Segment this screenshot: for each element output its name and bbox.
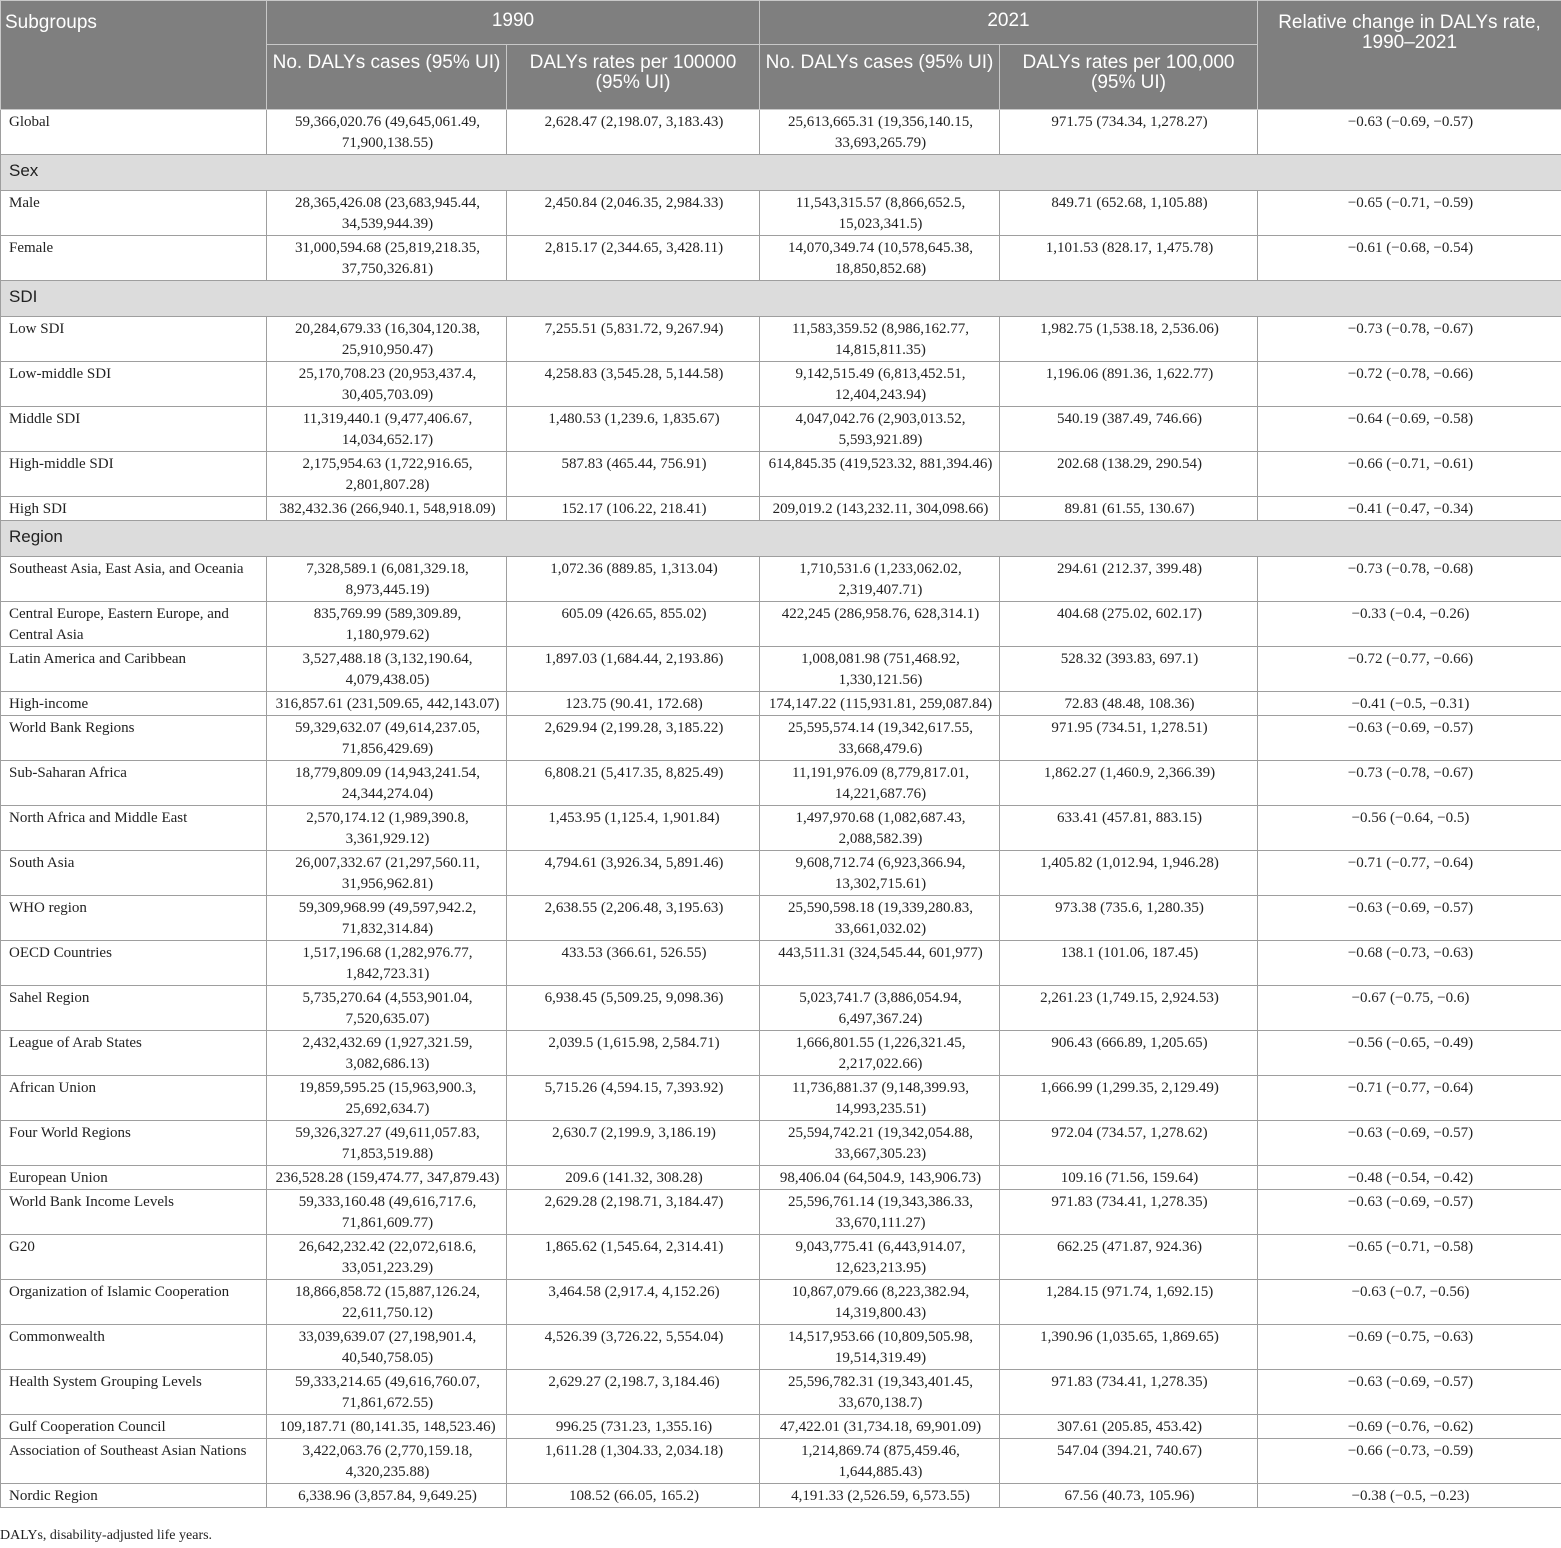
- cell-cases-2021: 174,147.22 (115,931.81, 259,087.84): [760, 692, 1000, 716]
- cell-rates-2021: 294.61 (212.37, 399.48): [1000, 557, 1258, 602]
- cell-relative-change: −0.63 (−0.69, −0.57): [1258, 896, 1561, 941]
- cell-cases-2021: 14,070,349.74 (10,578,645.38, 18,850,852.68): [760, 236, 1000, 281]
- row-subgroup: Nordic Region: [1, 1484, 267, 1508]
- cell-relative-change: −0.72 (−0.77, −0.66): [1258, 647, 1561, 692]
- header-year-1990: 1990: [267, 1, 760, 45]
- cell-relative-change: −0.73 (−0.78, −0.67): [1258, 317, 1561, 362]
- cell-rates-1990: 587.83 (465.44, 756.91): [507, 452, 760, 497]
- cell-rates-2021: 662.25 (471.87, 924.36): [1000, 1235, 1258, 1280]
- header-rates-2021: DALYs rates per 100,000 (95% UI): [1000, 45, 1258, 110]
- cell-relative-change: −0.73 (−0.78, −0.67): [1258, 761, 1561, 806]
- cell-rates-1990: 433.53 (366.61, 526.55): [507, 941, 760, 986]
- row-subgroup: OECD Countries: [1, 941, 267, 986]
- table-row: [1, 557, 1561, 602]
- table-row: [1, 497, 1561, 521]
- cell-cases-2021: 47,422.01 (31,734.18, 69,901.09): [760, 1415, 1000, 1439]
- cell-rates-1990: 2,638.55 (2,206.48, 3,195.63): [507, 896, 760, 941]
- row-subgroup: Low SDI: [1, 317, 267, 362]
- row-subgroup: European Union: [1, 1166, 267, 1190]
- cell-rates-2021: 1,284.15 (971.74, 1,692.15): [1000, 1280, 1258, 1325]
- cell-relative-change: −0.41 (−0.5, −0.31): [1258, 692, 1561, 716]
- cell-cases-1990: 2,570,174.12 (1,989,390.8, 3,361,929.12): [267, 806, 507, 851]
- cell-rates-2021: 971.75 (734.34, 1,278.27): [1000, 110, 1258, 155]
- cell-cases-1990: 59,309,968.99 (49,597,942.2, 71,832,314.84): [267, 896, 507, 941]
- cell-cases-1990: 316,857.61 (231,509.65, 442,143.07): [267, 692, 507, 716]
- table-row: [1, 452, 1561, 497]
- row-subgroup: WHO region: [1, 896, 267, 941]
- cell-cases-1990: 59,333,214.65 (49,616,760.07, 71,861,672.55): [267, 1370, 507, 1415]
- cell-cases-1990: 59,326,327.27 (49,611,057.83, 71,853,519.88): [267, 1121, 507, 1166]
- table-row: [1, 806, 1561, 851]
- cell-cases-1990: 2,432,432.69 (1,927,321.59, 3,082,686.13): [267, 1031, 507, 1076]
- section-label: Region: [1, 521, 1561, 557]
- cell-cases-1990: 19,859,595.25 (15,963,900.3, 25,692,634.7): [267, 1076, 507, 1121]
- table-row: [1, 1280, 1561, 1325]
- row-subgroup: Central Europe, Eastern Europe, and Central Asia: [1, 602, 267, 647]
- table-row: [1, 407, 1561, 452]
- cell-cases-1990: 109,187.71 (80,141.35, 148,523.46): [267, 1415, 507, 1439]
- cell-cases-2021: 25,613,665.31 (19,356,140.15, 33,693,265.79): [760, 110, 1000, 155]
- row-subgroup: League of Arab States: [1, 1031, 267, 1076]
- cell-rates-2021: 540.19 (387.49, 746.66): [1000, 407, 1258, 452]
- cell-rates-1990: 2,629.28 (2,198.71, 3,184.47): [507, 1190, 760, 1235]
- cell-rates-2021: 307.61 (205.85, 453.42): [1000, 1415, 1258, 1439]
- cell-cases-1990: 1,517,196.68 (1,282,976.77, 1,842,723.31): [267, 941, 507, 986]
- cell-relative-change: −0.69 (−0.76, −0.62): [1258, 1415, 1561, 1439]
- cell-relative-change: −0.65 (−0.71, −0.59): [1258, 191, 1561, 236]
- cell-rates-2021: 1,982.75 (1,538.18, 2,536.06): [1000, 317, 1258, 362]
- cell-relative-change: −0.41 (−0.47, −0.34): [1258, 497, 1561, 521]
- header-subgroups: Subgroups: [1, 1, 267, 110]
- cell-cases-2021: 11,736,881.37 (9,148,399.93, 14,993,235.51): [760, 1076, 1000, 1121]
- cell-rates-2021: 633.41 (457.81, 883.15): [1000, 806, 1258, 851]
- table-row: [1, 1031, 1561, 1076]
- cell-rates-2021: 1,666.99 (1,299.35, 2,129.49): [1000, 1076, 1258, 1121]
- cell-relative-change: −0.65 (−0.71, −0.58): [1258, 1235, 1561, 1280]
- row-subgroup: World Bank Regions: [1, 716, 267, 761]
- table-row: [1, 317, 1561, 362]
- cell-cases-1990: 236,528.28 (159,474.77, 347,879.43): [267, 1166, 507, 1190]
- cell-rates-1990: 1,897.03 (1,684.44, 2,193.86): [507, 647, 760, 692]
- cell-rates-2021: 849.71 (652.68, 1,105.88): [1000, 191, 1258, 236]
- cell-relative-change: −0.69 (−0.75, −0.63): [1258, 1325, 1561, 1370]
- cell-rates-1990: 2,629.94 (2,199.28, 3,185.22): [507, 716, 760, 761]
- table-footnote: DALYs, disability-adjusted life years.: [0, 1528, 213, 1543]
- cell-rates-1990: 996.25 (731.23, 1,355.16): [507, 1415, 760, 1439]
- cell-cases-1990: 2,175,954.63 (1,722,916.65, 2,801,807.28): [267, 452, 507, 497]
- cell-rates-1990: 152.17 (106.22, 218.41): [507, 497, 760, 521]
- cell-cases-1990: 25,170,708.23 (20,953,437.4, 30,405,703.09): [267, 362, 507, 407]
- cell-rates-1990: 2,630.7 (2,199.9, 3,186.19): [507, 1121, 760, 1166]
- table-row: [1, 1190, 1561, 1235]
- cell-cases-1990: 20,284,679.33 (16,304,120.38, 25,910,950.47): [267, 317, 507, 362]
- row-subgroup: Middle SDI: [1, 407, 267, 452]
- cell-rates-1990: 4,526.39 (3,726.22, 5,554.04): [507, 1325, 760, 1370]
- table-row: [1, 941, 1561, 986]
- cell-rates-2021: 404.68 (275.02, 602.17): [1000, 602, 1258, 647]
- cell-cases-2021: 4,047,042.76 (2,903,013.52, 5,593,921.89): [760, 407, 1000, 452]
- cell-cases-2021: 9,043,775.41 (6,443,914.07, 12,623,213.95): [760, 1235, 1000, 1280]
- table-row: [1, 986, 1561, 1031]
- cell-rates-1990: 4,794.61 (3,926.34, 5,891.46): [507, 851, 760, 896]
- cell-rates-1990: 6,808.21 (5,417.35, 8,825.49): [507, 761, 760, 806]
- row-subgroup: Latin America and Caribbean: [1, 647, 267, 692]
- table-row: [1, 110, 1561, 155]
- cell-cases-2021: 11,191,976.09 (8,779,817.01, 14,221,687.76): [760, 761, 1000, 806]
- table-row: [1, 191, 1561, 236]
- cell-cases-2021: 11,543,315.57 (8,866,652.5, 15,023,341.5): [760, 191, 1000, 236]
- cell-rates-2021: 906.43 (666.89, 1,205.65): [1000, 1031, 1258, 1076]
- cell-cases-1990: 59,366,020.76 (49,645,061.49, 71,900,138.55): [267, 110, 507, 155]
- cell-cases-2021: 25,590,598.18 (19,339,280.83, 33,661,032.02): [760, 896, 1000, 941]
- row-subgroup: Sahel Region: [1, 986, 267, 1031]
- table-row: [1, 1415, 1561, 1439]
- cell-rates-2021: 528.32 (393.83, 697.1): [1000, 647, 1258, 692]
- row-subgroup: Health System Grouping Levels: [1, 1370, 267, 1415]
- cell-cases-2021: 1,666,801.55 (1,226,321.45, 2,217,022.66): [760, 1031, 1000, 1076]
- cell-relative-change: −0.48 (−0.54, −0.42): [1258, 1166, 1561, 1190]
- cell-rates-1990: 2,628.47 (2,198.07, 3,183.43): [507, 110, 760, 155]
- cell-cases-1990: 5,735,270.64 (4,553,901.04, 7,520,635.07): [267, 986, 507, 1031]
- cell-rates-2021: 109.16 (71.56, 159.64): [1000, 1166, 1258, 1190]
- cell-relative-change: −0.67 (−0.75, −0.6): [1258, 986, 1561, 1031]
- cell-relative-change: −0.64 (−0.69, −0.58): [1258, 407, 1561, 452]
- cell-cases-2021: 443,511.31 (324,545.44, 601,977): [760, 941, 1000, 986]
- row-subgroup: Commonwealth: [1, 1325, 267, 1370]
- table-row: [1, 1076, 1561, 1121]
- table-row: [1, 896, 1561, 941]
- cell-rates-2021: 89.81 (61.55, 130.67): [1000, 497, 1258, 521]
- row-subgroup: Organization of Islamic Cooperation: [1, 1280, 267, 1325]
- table-body: [1, 110, 1561, 1508]
- header-rates-1990: DALYs rates per 100000 (95% UI): [507, 45, 760, 110]
- cell-relative-change: −0.71 (−0.77, −0.64): [1258, 851, 1561, 896]
- cell-rates-2021: 973.38 (735.6, 1,280.35): [1000, 896, 1258, 941]
- table-row: [1, 1325, 1561, 1370]
- cell-rates-2021: 972.04 (734.57, 1,278.62): [1000, 1121, 1258, 1166]
- cell-relative-change: −0.66 (−0.73, −0.59): [1258, 1439, 1561, 1484]
- cell-relative-change: −0.56 (−0.65, −0.49): [1258, 1031, 1561, 1076]
- cell-cases-2021: 11,583,359.52 (8,986,162.77, 14,815,811.35): [760, 317, 1000, 362]
- header-year-2021: 2021: [760, 1, 1258, 45]
- cell-relative-change: −0.56 (−0.64, −0.5): [1258, 806, 1561, 851]
- cell-rates-1990: 6,938.45 (5,509.25, 9,098.36): [507, 986, 760, 1031]
- cell-cases-2021: 10,867,079.66 (8,223,382.94, 14,319,800.43): [760, 1280, 1000, 1325]
- cell-cases-1990: 31,000,594.68 (25,819,218.35, 37,750,326.81): [267, 236, 507, 281]
- table-row: [1, 1121, 1561, 1166]
- cell-rates-1990: 2,815.17 (2,344.65, 3,428.11): [507, 236, 760, 281]
- cell-cases-1990: 382,432.36 (266,940.1, 548,918.09): [267, 497, 507, 521]
- cell-relative-change: −0.63 (−0.69, −0.57): [1258, 1370, 1561, 1415]
- cell-cases-2021: 4,191.33 (2,526.59, 6,573.55): [760, 1484, 1000, 1508]
- cell-relative-change: −0.68 (−0.73, −0.63): [1258, 941, 1561, 986]
- cell-cases-1990: 11,319,440.1 (9,477,406.67, 14,034,652.17): [267, 407, 507, 452]
- row-subgroup: Four World Regions: [1, 1121, 267, 1166]
- cell-relative-change: −0.38 (−0.5, −0.23): [1258, 1484, 1561, 1508]
- row-subgroup: North Africa and Middle East: [1, 806, 267, 851]
- section-row: [1, 155, 1561, 191]
- cell-cases-2021: 1,710,531.6 (1,233,062.02, 2,319,407.71): [760, 557, 1000, 602]
- table-row: [1, 1484, 1561, 1508]
- cell-rates-1990: 3,464.58 (2,917.4, 4,152.26): [507, 1280, 760, 1325]
- cell-cases-2021: 1,214,869.74 (875,459.46, 1,644,885.43): [760, 1439, 1000, 1484]
- cell-rates-1990: 123.75 (90.41, 172.68): [507, 692, 760, 716]
- cell-cases-1990: 18,866,858.72 (15,887,126.24, 22,611,750.12): [267, 1280, 507, 1325]
- cell-rates-1990: 108.52 (66.05, 165.2): [507, 1484, 760, 1508]
- cell-rates-2021: 1,862.27 (1,460.9, 2,366.39): [1000, 761, 1258, 806]
- cell-relative-change: −0.71 (−0.77, −0.64): [1258, 1076, 1561, 1121]
- cell-cases-1990: 3,422,063.76 (2,770,159.18, 4,320,235.88): [267, 1439, 507, 1484]
- cell-cases-2021: 98,406.04 (64,504.9, 143,906.73): [760, 1166, 1000, 1190]
- cell-rates-2021: 202.68 (138.29, 290.54): [1000, 452, 1258, 497]
- cell-rates-2021: 971.83 (734.41, 1,278.35): [1000, 1370, 1258, 1415]
- cell-rates-1990: 605.09 (426.65, 855.02): [507, 602, 760, 647]
- cell-cases-1990: 26,642,232.42 (22,072,618.6, 33,051,223.29): [267, 1235, 507, 1280]
- cell-relative-change: −0.63 (−0.69, −0.57): [1258, 1190, 1561, 1235]
- cell-cases-1990: 835,769.99 (589,309.89, 1,180,979.62): [267, 602, 507, 647]
- cell-rates-1990: 2,629.27 (2,198.7, 3,184.46): [507, 1370, 760, 1415]
- cell-cases-2021: 209,019.2 (143,232.11, 304,098.66): [760, 497, 1000, 521]
- row-subgroup: G20: [1, 1235, 267, 1280]
- cell-relative-change: −0.63 (−0.7, −0.56): [1258, 1280, 1561, 1325]
- cell-cases-2021: 1,497,970.68 (1,082,687.43, 2,088,582.39): [760, 806, 1000, 851]
- cell-rates-1990: 209.6 (141.32, 308.28): [507, 1166, 760, 1190]
- cell-relative-change: −0.72 (−0.78, −0.66): [1258, 362, 1561, 407]
- cell-rates-2021: 1,390.96 (1,035.65, 1,869.65): [1000, 1325, 1258, 1370]
- table-row: [1, 851, 1561, 896]
- row-subgroup: Global: [1, 110, 267, 155]
- section-label: Sex: [1, 155, 1561, 191]
- table-row: [1, 1439, 1561, 1484]
- cell-cases-1990: 59,333,160.48 (49,616,717.6, 71,861,609.77): [267, 1190, 507, 1235]
- cell-rates-2021: 138.1 (101.06, 187.45): [1000, 941, 1258, 986]
- cell-cases-2021: 25,595,574.14 (19,342,617.55, 33,668,479.6): [760, 716, 1000, 761]
- cell-cases-1990: 3,527,488.18 (3,132,190.64, 4,079,438.05): [267, 647, 507, 692]
- cell-cases-2021: 422,245 (286,958.76, 628,314.1): [760, 602, 1000, 647]
- cell-rates-2021: 67.56 (40.73, 105.96): [1000, 1484, 1258, 1508]
- row-subgroup: African Union: [1, 1076, 267, 1121]
- cell-cases-1990: 26,007,332.67 (21,297,560.11, 31,956,962.81): [267, 851, 507, 896]
- cell-cases-2021: 25,596,761.14 (19,343,386.33, 33,670,111.27): [760, 1190, 1000, 1235]
- row-subgroup: High-middle SDI: [1, 452, 267, 497]
- cell-rates-1990: 7,255.51 (5,831.72, 9,267.94): [507, 317, 760, 362]
- cell-relative-change: −0.63 (−0.69, −0.57): [1258, 716, 1561, 761]
- table-row: [1, 236, 1561, 281]
- cell-cases-2021: 25,596,782.31 (19,343,401.45, 33,670,138.7): [760, 1370, 1000, 1415]
- cell-relative-change: −0.63 (−0.69, −0.57): [1258, 110, 1561, 155]
- cell-rates-2021: 1,101.53 (828.17, 1,475.78): [1000, 236, 1258, 281]
- table-row: [1, 1166, 1561, 1190]
- cell-rates-1990: 2,450.84 (2,046.35, 2,984.33): [507, 191, 760, 236]
- cell-cases-1990: 18,779,809.09 (14,943,241.54, 24,344,274.04): [267, 761, 507, 806]
- cell-cases-2021: 9,608,712.74 (6,923,366.94, 13,302,715.61): [760, 851, 1000, 896]
- row-subgroup: Female: [1, 236, 267, 281]
- cell-rates-2021: 547.04 (394.21, 740.67): [1000, 1439, 1258, 1484]
- row-subgroup: High-income: [1, 692, 267, 716]
- cell-rates-1990: 2,039.5 (1,615.98, 2,584.71): [507, 1031, 760, 1076]
- cell-cases-2021: 9,142,515.49 (6,813,452.51, 12,404,243.94): [760, 362, 1000, 407]
- table-row: [1, 602, 1561, 647]
- section-row: [1, 281, 1561, 317]
- header-cases-1990: No. DALYs cases (95% UI): [267, 45, 507, 110]
- cell-rates-2021: 1,196.06 (891.36, 1,622.77): [1000, 362, 1258, 407]
- cell-relative-change: −0.66 (−0.71, −0.61): [1258, 452, 1561, 497]
- cell-rates-1990: 1,453.95 (1,125.4, 1,901.84): [507, 806, 760, 851]
- cell-cases-2021: 1,008,081.98 (751,468.92, 1,330,121.56): [760, 647, 1000, 692]
- table-row: [1, 692, 1561, 716]
- cell-rates-1990: 1,480.53 (1,239.6, 1,835.67): [507, 407, 760, 452]
- table-row: [1, 716, 1561, 761]
- cell-cases-2021: 14,517,953.66 (10,809,505.98, 19,514,319.49): [760, 1325, 1000, 1370]
- row-subgroup: Gulf Cooperation Council: [1, 1415, 267, 1439]
- row-subgroup: High SDI: [1, 497, 267, 521]
- header-cases-2021: No. DALYs cases (95% UI): [760, 45, 1000, 110]
- cell-cases-2021: 614,845.35 (419,523.32, 881,394.46): [760, 452, 1000, 497]
- cell-cases-2021: 25,594,742.21 (19,342,054.88, 33,667,305.23): [760, 1121, 1000, 1166]
- cell-rates-2021: 971.83 (734.41, 1,278.35): [1000, 1190, 1258, 1235]
- cell-cases-1990: 7,328,589.1 (6,081,329.18, 8,973,445.19): [267, 557, 507, 602]
- cell-rates-1990: 1,611.28 (1,304.33, 2,034.18): [507, 1439, 760, 1484]
- cell-rates-1990: 4,258.83 (3,545.28, 5,144.58): [507, 362, 760, 407]
- cell-rates-1990: 5,715.26 (4,594.15, 7,393.92): [507, 1076, 760, 1121]
- cell-rates-2021: 2,261.23 (1,749.15, 2,924.53): [1000, 986, 1258, 1031]
- cell-relative-change: −0.33 (−0.4, −0.26): [1258, 602, 1561, 647]
- cell-rates-2021: 971.95 (734.51, 1,278.51): [1000, 716, 1258, 761]
- cell-relative-change: −0.73 (−0.78, −0.68): [1258, 557, 1561, 602]
- table-row: [1, 1370, 1561, 1415]
- table-row: [1, 1235, 1561, 1280]
- section-label: SDI: [1, 281, 1561, 317]
- cell-rates-1990: 1,865.62 (1,545.64, 2,314.41): [507, 1235, 760, 1280]
- cell-cases-1990: 59,329,632.07 (49,614,237.05, 71,856,429.69): [267, 716, 507, 761]
- cell-rates-2021: 72.83 (48.48, 108.36): [1000, 692, 1258, 716]
- row-subgroup: South Asia: [1, 851, 267, 896]
- row-subgroup: World Bank Income Levels: [1, 1190, 267, 1235]
- cell-rates-1990: 1,072.36 (889.85, 1,313.04): [507, 557, 760, 602]
- section-row: [1, 521, 1561, 557]
- table-row: [1, 362, 1561, 407]
- cell-cases-1990: 6,338.96 (3,857.84, 9,649.25): [267, 1484, 507, 1508]
- row-subgroup: Low-middle SDI: [1, 362, 267, 407]
- row-subgroup: Sub-Saharan Africa: [1, 761, 267, 806]
- table-row: [1, 761, 1561, 806]
- cell-cases-2021: 5,023,741.7 (3,886,054.94, 6,497,367.24): [760, 986, 1000, 1031]
- cell-relative-change: −0.61 (−0.68, −0.54): [1258, 236, 1561, 281]
- cell-cases-1990: 33,039,639.07 (27,198,901.4, 40,540,758.05): [267, 1325, 507, 1370]
- table-header: [1, 1, 1561, 110]
- cell-relative-change: −0.63 (−0.69, −0.57): [1258, 1121, 1561, 1166]
- table-row: [1, 647, 1561, 692]
- row-subgroup: Southeast Asia, East Asia, and Oceania: [1, 557, 267, 602]
- header-relative-change: Relative change in DALYs rate, 1990–2021: [1258, 1, 1561, 110]
- row-subgroup: Male: [1, 191, 267, 236]
- cell-cases-1990: 28,365,426.08 (23,683,945.44, 34,539,944.39): [267, 191, 507, 236]
- cell-rates-2021: 1,405.82 (1,012.94, 1,946.28): [1000, 851, 1258, 896]
- row-subgroup: Association of Southeast Asian Nations: [1, 1439, 267, 1484]
